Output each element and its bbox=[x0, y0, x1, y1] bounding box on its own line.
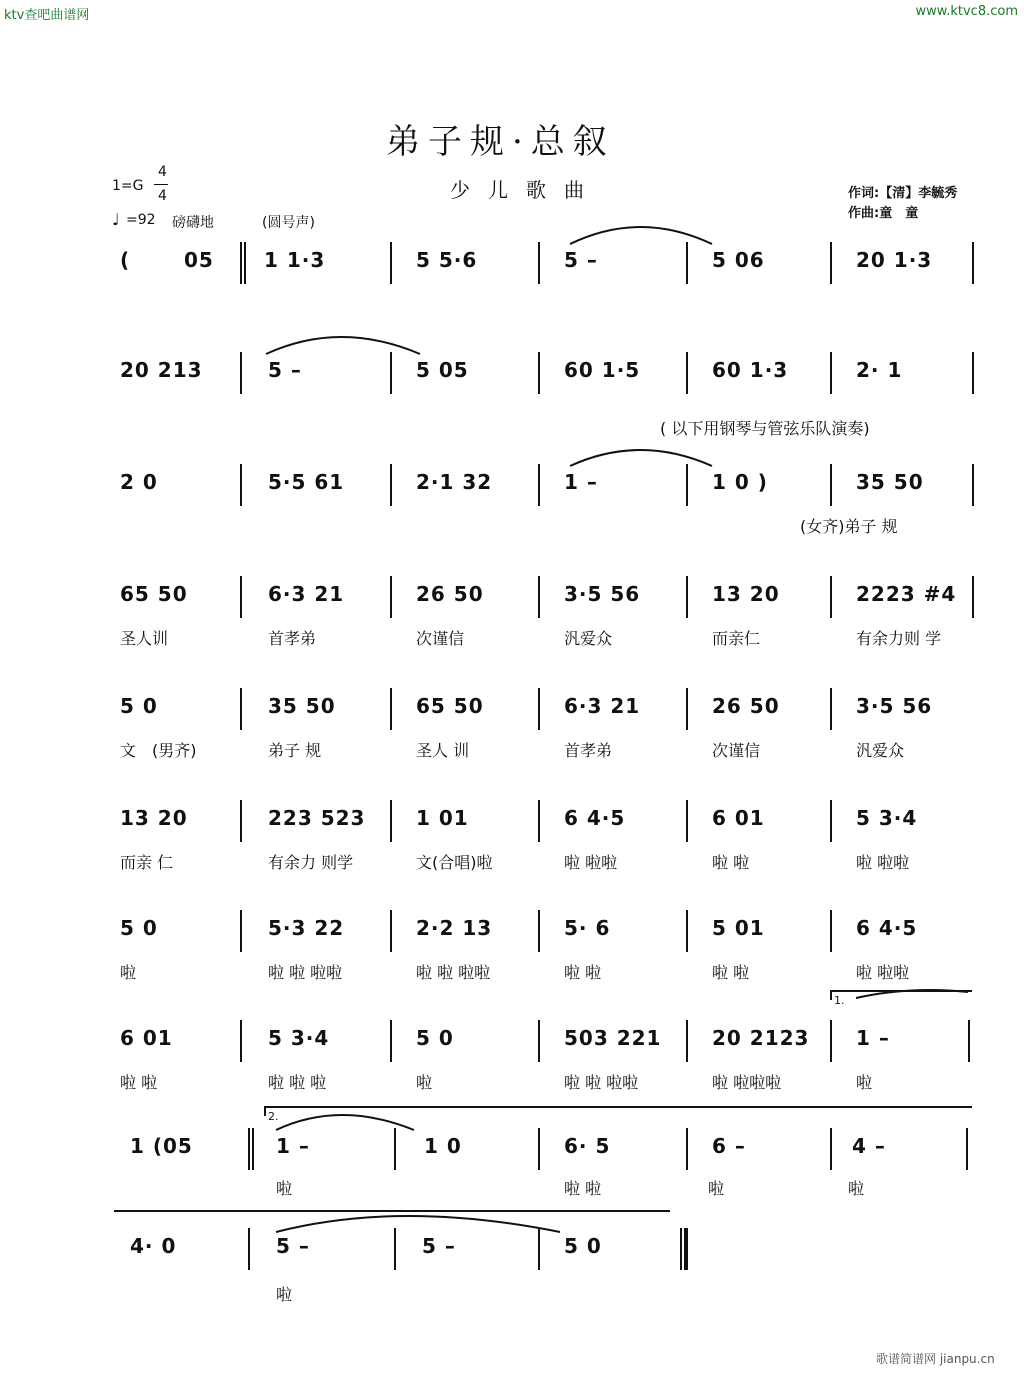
watermark-bottom: 歌谱简谱网 jianpu.cn bbox=[876, 1352, 995, 1366]
lyric: 啦 啦啦啦 bbox=[712, 1073, 782, 1092]
measure: 5 5·6 bbox=[416, 248, 478, 272]
measure: 05 bbox=[184, 248, 214, 272]
measure: 13 20 bbox=[120, 806, 188, 830]
lyric: 有余力则 学 bbox=[856, 629, 942, 648]
lyric: 啦 啦 啦 bbox=[268, 1073, 327, 1092]
measure: 3·5 56 bbox=[856, 694, 933, 718]
lyric: 文(合唱)啦 bbox=[416, 853, 493, 872]
lyric: 啦 啦 啦啦 bbox=[564, 1073, 639, 1092]
measure: 60 1·3 bbox=[712, 358, 789, 382]
lyricist-credit: 作词:【清】李毓秀 bbox=[848, 186, 958, 201]
measure: 6· 5 bbox=[564, 1134, 611, 1158]
measure: 5 0 bbox=[120, 916, 158, 940]
measure: 5 – bbox=[422, 1234, 456, 1258]
tie-arc bbox=[570, 450, 712, 466]
lyric: 啦 啦啦 bbox=[856, 853, 910, 872]
measure: 5 3·4 bbox=[856, 806, 918, 830]
first-ending-label: 1. bbox=[834, 994, 845, 1007]
measure: 65 50 bbox=[120, 582, 188, 606]
measure: 2 0 bbox=[120, 470, 158, 494]
measure: 1 01 bbox=[416, 806, 469, 830]
lyric: 次谨信 bbox=[712, 741, 761, 760]
measure: 6 4·5 bbox=[856, 916, 918, 940]
lyric: 首孝弟 bbox=[564, 741, 613, 760]
measure: 5 0 bbox=[416, 1026, 454, 1050]
time-signature-top: 4 bbox=[158, 164, 167, 180]
lyric: 而亲 仁 bbox=[120, 853, 174, 872]
measure: 2·1 32 bbox=[416, 470, 493, 494]
lyric: 啦 bbox=[276, 1179, 293, 1198]
measure: 1 – bbox=[564, 470, 598, 494]
watermark-left: ktv查吧曲谱网 bbox=[4, 8, 90, 23]
measure: 1 0 bbox=[424, 1134, 462, 1158]
lyric: 啦 bbox=[856, 1073, 873, 1092]
measure: 20 1·3 bbox=[856, 248, 933, 272]
measure: 6 – bbox=[712, 1134, 746, 1158]
tie-arc bbox=[266, 337, 420, 354]
tie-arc bbox=[856, 990, 968, 998]
measure: 1 – bbox=[856, 1026, 890, 1050]
lyric: 啦 啦 bbox=[564, 963, 602, 982]
measure: 13 20 bbox=[712, 582, 780, 606]
measure: 60 1·5 bbox=[564, 358, 641, 382]
measure: 5· 6 bbox=[564, 916, 611, 940]
lyric: 圣人 训 bbox=[416, 741, 470, 760]
lyric: 啦 啦啦 bbox=[564, 853, 618, 872]
tie-arc bbox=[276, 1216, 560, 1232]
measure: 5 06 bbox=[712, 248, 765, 272]
lyric: 首孝弟 bbox=[268, 629, 317, 648]
lyric: 啦 啦 啦啦 bbox=[416, 963, 491, 982]
key-signature: 1=G bbox=[112, 178, 144, 194]
lyric: 次谨信 bbox=[416, 629, 465, 648]
time-signature-bottom: 4 bbox=[158, 188, 167, 204]
measure: 5 – bbox=[268, 358, 302, 382]
lyric: 啦 啦 bbox=[712, 963, 750, 982]
measure: ( bbox=[120, 248, 131, 272]
measure: 1 1·3 bbox=[264, 248, 326, 272]
measure: 6·3 21 bbox=[268, 582, 345, 606]
page-subtitle: 少儿歌曲 bbox=[450, 178, 602, 202]
measure: 26 50 bbox=[416, 582, 484, 606]
lyric: 弟子 规 bbox=[268, 741, 322, 760]
measure: 1 0 ) bbox=[712, 470, 768, 494]
lyric: 圣人训 bbox=[120, 629, 169, 648]
measure: 1 (05 bbox=[130, 1134, 193, 1158]
quarter-note-icon: ♩ bbox=[112, 210, 120, 229]
measure: 5 0 bbox=[120, 694, 158, 718]
measure: 6 01 bbox=[712, 806, 765, 830]
measure: 4 – bbox=[852, 1134, 886, 1158]
lyric: 汎爱众 bbox=[856, 741, 905, 760]
page-title: 弟子规·总叙 bbox=[386, 122, 615, 162]
measure: 5 – bbox=[276, 1234, 310, 1258]
measure: 6 4·5 bbox=[564, 806, 626, 830]
lyric: 啦 啦 bbox=[120, 1073, 158, 1092]
measure: 65 50 bbox=[416, 694, 484, 718]
measure: 503 221 bbox=[564, 1026, 662, 1050]
measure: 35 50 bbox=[856, 470, 924, 494]
lyric: 有余力 则学 bbox=[268, 853, 354, 872]
lyric: 啦 bbox=[416, 1073, 433, 1092]
tie-arc bbox=[570, 227, 712, 244]
lyric: 啦 啦 bbox=[564, 1179, 602, 1198]
tie-arc bbox=[276, 1115, 414, 1130]
measure: 5·5 61 bbox=[268, 470, 345, 494]
lyric: 啦 啦啦 bbox=[856, 963, 910, 982]
measure: 35 50 bbox=[268, 694, 336, 718]
instrument-note: (圆号声) bbox=[262, 215, 315, 231]
measure: 223 523 bbox=[268, 806, 366, 830]
measure: 5 05 bbox=[416, 358, 469, 382]
second-ending-label: 2. bbox=[268, 1110, 279, 1123]
measure: 5 – bbox=[564, 248, 598, 272]
measure: 1 – bbox=[276, 1134, 310, 1158]
lyric: 啦 bbox=[120, 963, 137, 982]
measure: 2·2 13 bbox=[416, 916, 493, 940]
watermark-right: www.ktvc8.com bbox=[915, 4, 1018, 19]
lyric: 啦 bbox=[708, 1179, 725, 1198]
performance-instruction: ( 以下用钢琴与管弦乐队演奏) bbox=[660, 419, 870, 438]
measure: 5 0 bbox=[564, 1234, 602, 1258]
lyric: 啦 bbox=[848, 1179, 865, 1198]
measure: 20 213 bbox=[120, 358, 203, 382]
measure: 26 50 bbox=[712, 694, 780, 718]
measure: 2223 #4 bbox=[856, 582, 957, 606]
tempo-marking: =92 bbox=[126, 212, 156, 228]
measure: 3·5 56 bbox=[564, 582, 641, 606]
lyric: 啦 bbox=[276, 1285, 293, 1304]
lyric: 而亲仁 bbox=[712, 629, 761, 648]
measure: 5 3·4 bbox=[268, 1026, 330, 1050]
measure: 20 2123 bbox=[712, 1026, 810, 1050]
lyric: 啦 啦 啦啦 bbox=[268, 963, 343, 982]
composer-credit: 作曲:童 童 bbox=[848, 206, 919, 221]
measure: 6·3 21 bbox=[564, 694, 641, 718]
expression-marking: 磅礴地 bbox=[172, 215, 214, 231]
measure: 6 01 bbox=[120, 1026, 173, 1050]
measure: 5·3 22 bbox=[268, 916, 345, 940]
measure: 5 01 bbox=[712, 916, 765, 940]
lyric: 啦 啦 bbox=[712, 853, 750, 872]
lyric: (女齐)弟子 规 bbox=[800, 517, 898, 536]
lyric: 文 (男齐) bbox=[120, 741, 197, 760]
measure: 2· 1 bbox=[856, 358, 903, 382]
measure: 4· 0 bbox=[130, 1234, 177, 1258]
lyric: 汎爱众 bbox=[564, 629, 613, 648]
